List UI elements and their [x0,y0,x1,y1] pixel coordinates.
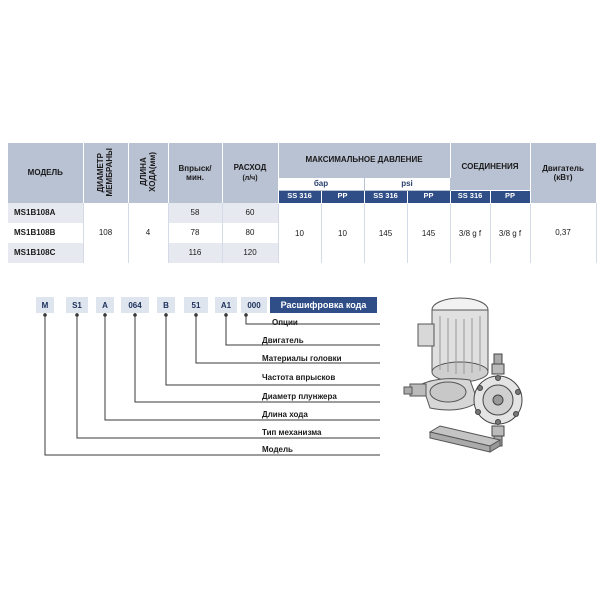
cell-flow: 80 [222,223,278,243]
label-motor: Двигатель [262,336,304,345]
label-options: Опции [272,318,298,327]
cell-bar-ss316: 10 [278,203,321,263]
header-stroke: ДЛИНА ХОДА(мм) [128,143,168,203]
cell-injections: 116 [168,243,222,263]
code-segment-plunger: 064 [121,297,149,313]
cell-flow: 60 [222,203,278,223]
header-bar-pp: PP [321,190,364,203]
header-psi-pp: PP [407,190,450,203]
cell-motor: 0,37 [530,203,596,263]
code-segment-model: M [36,297,54,313]
cell-stroke: 4 [128,203,168,263]
cell-psi-ss316: 145 [364,203,407,263]
header-conn-pp: PP [490,190,530,203]
pump-illustration [400,292,550,472]
cell-injections: 58 [168,203,222,223]
code-segment-head-material: 51 [184,297,208,313]
label-model: Модель [262,445,293,454]
decoder-title: Расшифровка кода [270,297,377,313]
header-max-pressure: МАКСИМАЛЬНОЕ ДАВЛЕНИЕ [278,143,450,177]
label-stroke: Длина хода [262,410,308,419]
code-segment-stroke: A [96,297,114,313]
code-segment-frequency: B [157,297,175,313]
header-injections: Впрыск/ мин. [168,143,222,203]
code-segment-mechanism: S1 [66,297,88,313]
cell-conn-ss316: 3/8 g f [450,203,490,263]
header-membrane: ДИАМЕТР МЕМБРАНЫ [83,143,128,203]
cell-membrane: 108 [83,203,128,263]
label-mechanism: Тип механизма [262,428,322,437]
header-psi: psi [364,177,450,190]
code-segment-options: 000 [241,297,267,313]
cell-model: MS1B108A [8,203,83,223]
header-connections: СОЕДИНЕНИЯ [450,143,530,190]
motor-icon [418,298,488,382]
header-conn-ss316: SS 316 [450,190,490,203]
cell-model: MS1B108B [8,223,83,243]
header-psi-ss316: SS 316 [364,190,407,203]
header-bar: бар [278,177,364,190]
gearbox-icon [404,379,478,410]
cell-conn-pp: 3/8 g f [490,203,530,263]
header-motor: Двигатель (кВт) [530,143,596,203]
cell-bar-pp: 10 [321,203,364,263]
cell-model: MS1B108C [8,243,83,263]
code-segment-motor: A1 [215,297,237,313]
header-flow: РАСХОД (л/ч) [222,143,278,203]
label-frequency: Частота впрысков [262,373,336,382]
cell-flow: 120 [222,243,278,263]
cell-psi-pp: 145 [407,203,450,263]
header-bar-ss316: SS 316 [278,190,321,203]
cell-injections: 78 [168,223,222,243]
label-plunger: Диаметр плунжера [262,392,337,401]
pump-base-icon [430,426,500,452]
header-model: МОДЕЛЬ [8,143,83,203]
label-head-material: Материалы головки [262,354,342,363]
